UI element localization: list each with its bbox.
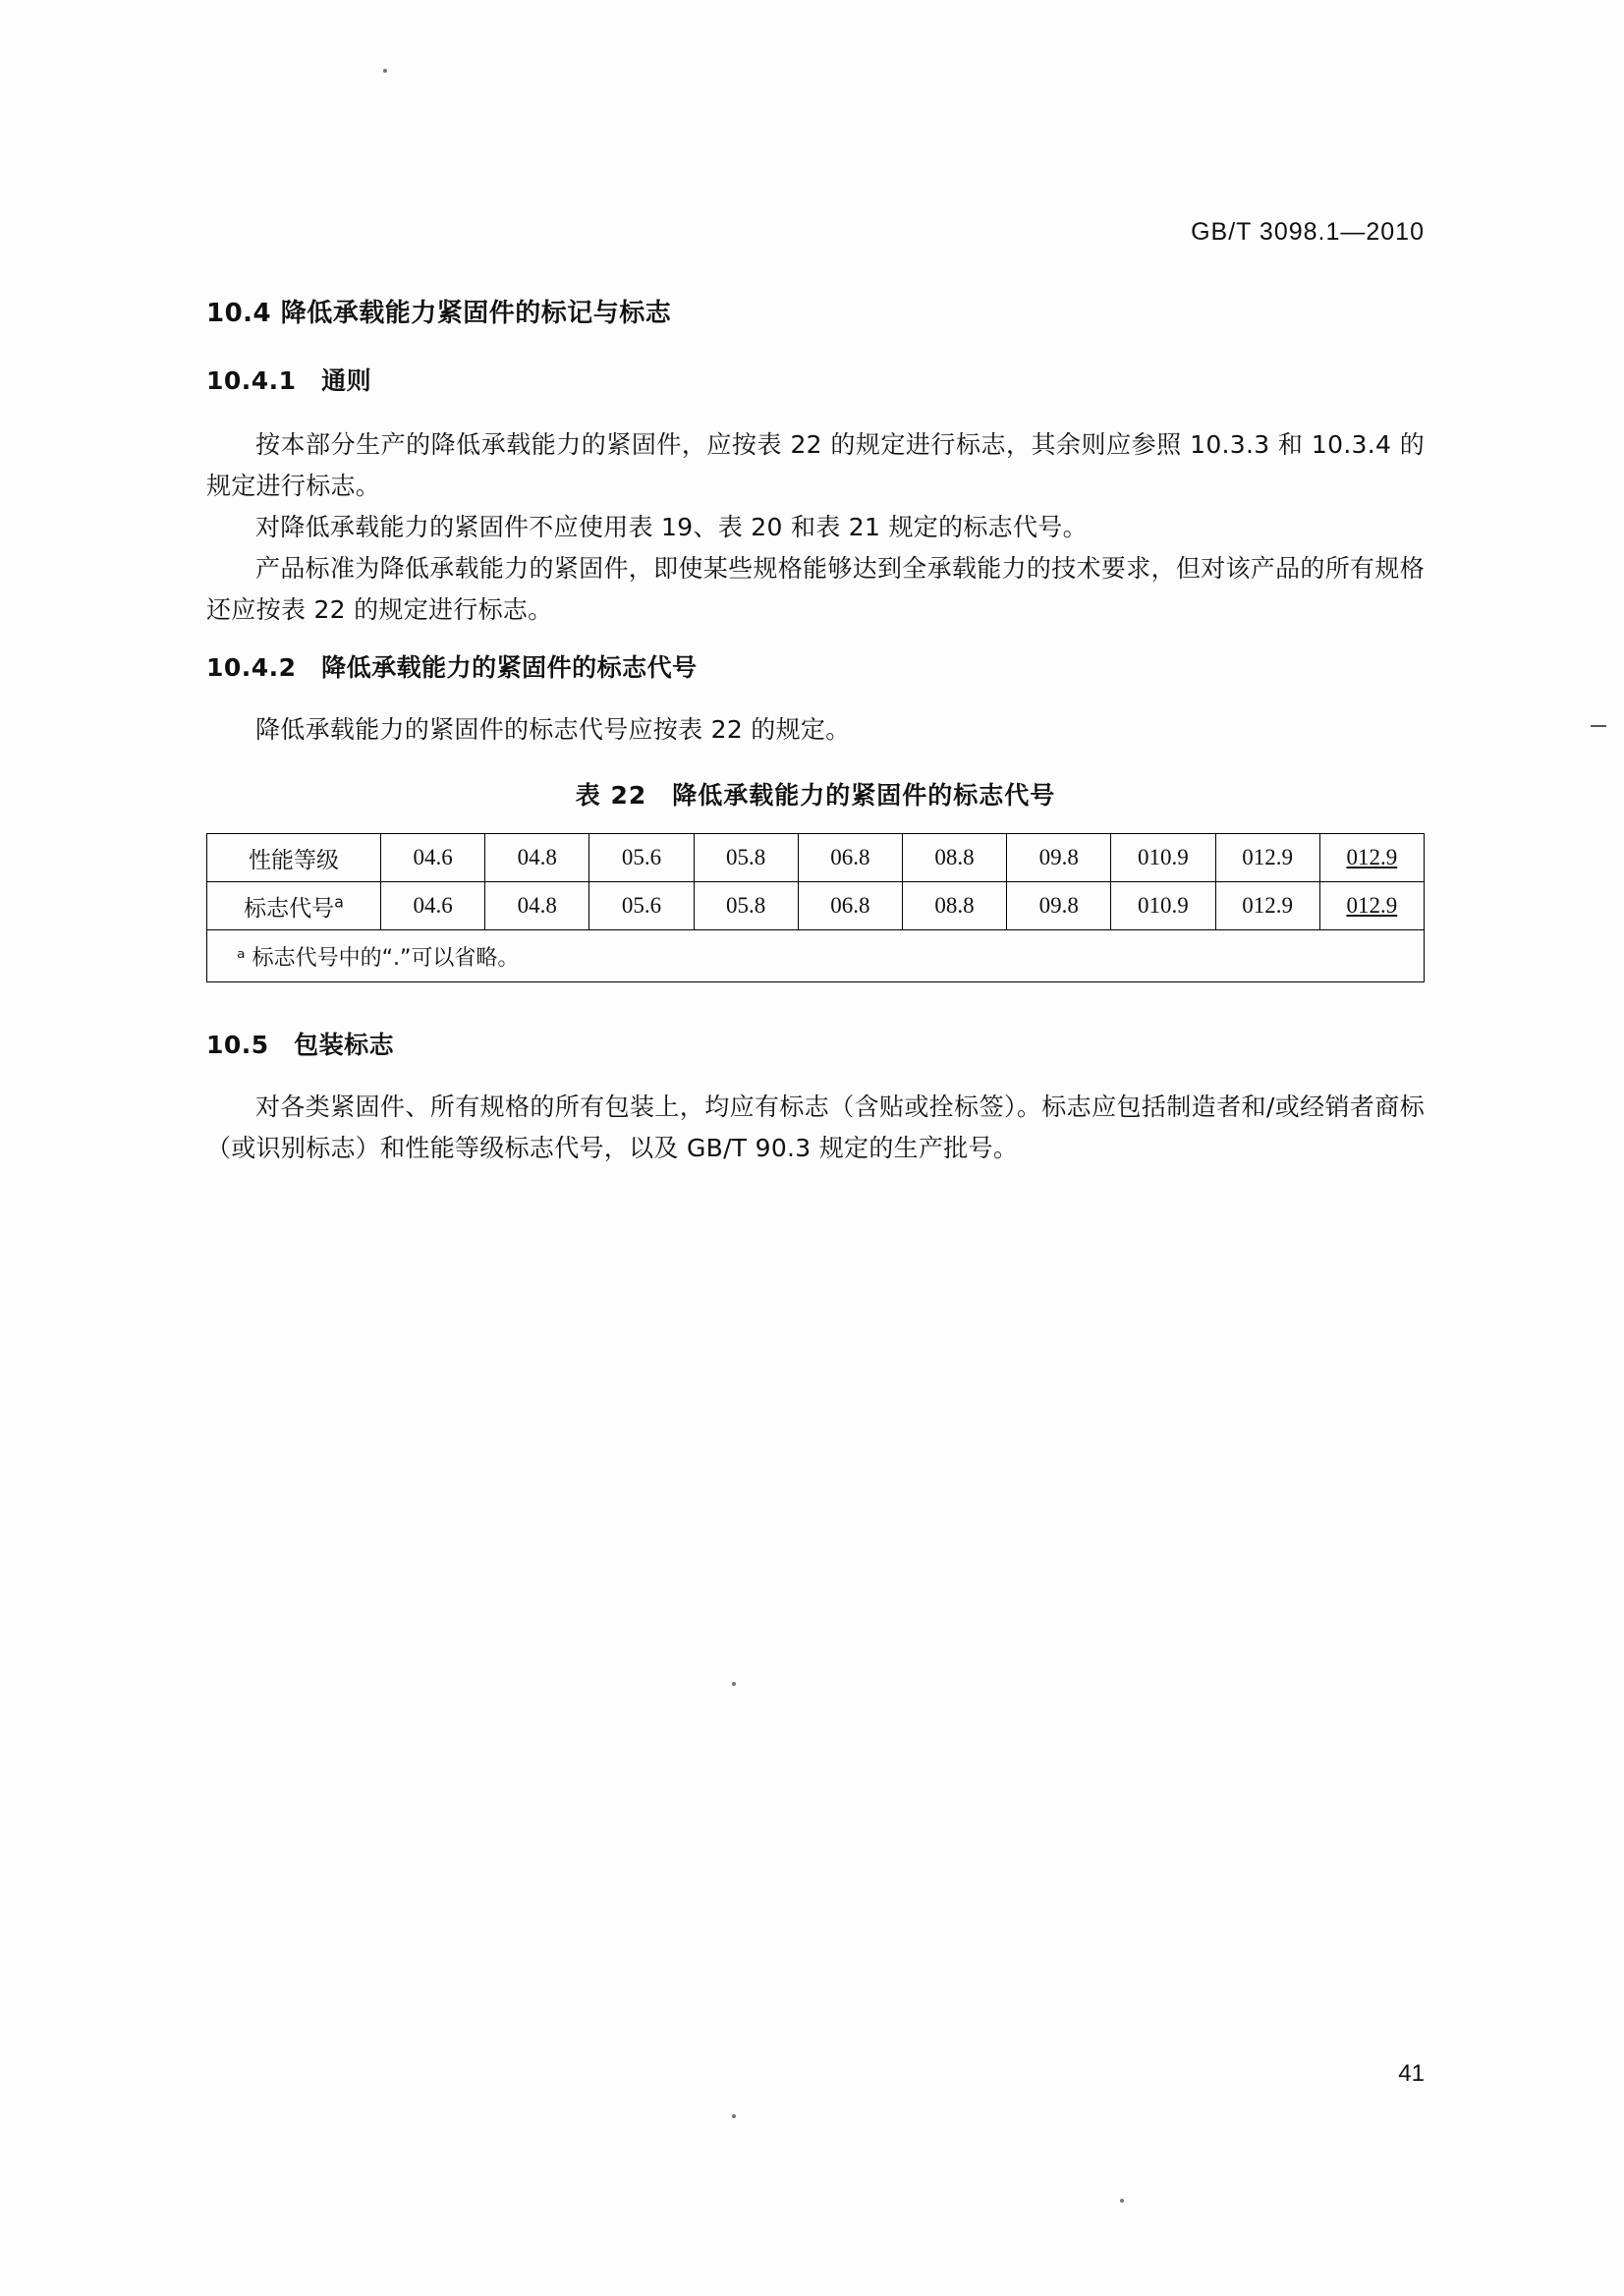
cell: 06.8 <box>798 882 902 930</box>
cell: 09.8 <box>1007 834 1111 882</box>
cell: 04.8 <box>485 882 589 930</box>
cell: 012.9 <box>1215 882 1319 930</box>
table-22-footnote: ᵃ 标志代号中的“.”可以省略。 <box>207 930 1425 982</box>
cell <box>1319 834 1424 882</box>
page-number: 41 <box>1398 2060 1425 2087</box>
cell: 05.8 <box>694 834 798 882</box>
registration-dot-bottom <box>1120 2199 1124 2203</box>
heading-10-4-1: 10.4.1 通则 <box>206 366 372 395</box>
paragraph-5: 对各类紧固件、所有规格的所有包装上，均应有标志（含贴或拴标签）。标志应包括制造者和/或经销者商标（或识别标志）和性能等级标志代号，以及 GB/T 90.3 规定的生产批号。 <box>206 1092 1425 1162</box>
standard-number-header: GB/T 3098.1—2010 <box>1191 218 1425 246</box>
section-10-5 <box>206 1026 394 1061</box>
cell-underlined-text: 012.9 <box>1346 845 1398 869</box>
margin-tick-right <box>1591 725 1606 727</box>
cell: 08.8 <box>902 834 1006 882</box>
paragraph-4: 降低承载能力的紧固件的标志代号应按表 22 的规定。 <box>255 715 851 744</box>
table-22 <box>206 833 1425 982</box>
paragraph-block-3 <box>206 1087 1425 1169</box>
table-footnote-row <box>207 930 1425 982</box>
cell: 04.6 <box>381 834 485 882</box>
paragraph-2: 对降低承载能力的紧固件不应使用表 19、表 20 和表 21 规定的标志代号。 <box>255 513 1088 541</box>
row-label-marking-code <box>207 882 381 930</box>
section-10-4-1 <box>206 362 371 397</box>
row-label-performance-grade: 性能等级 <box>207 834 381 882</box>
cell <box>1319 882 1424 930</box>
cell: 05.8 <box>694 882 798 930</box>
paragraph-block-2 <box>206 709 1425 751</box>
table-22-caption: 表 22 降低承载能力的紧固件的标志代号 <box>575 781 1056 810</box>
cell: 010.9 <box>1111 882 1215 930</box>
cell: 04.6 <box>381 882 485 930</box>
cell: 05.6 <box>589 834 694 882</box>
cell: 04.8 <box>485 834 589 882</box>
registration-dot-lower <box>732 2114 736 2118</box>
table-row <box>207 834 1425 882</box>
heading-10-5: 10.5 包装标志 <box>206 1031 395 1059</box>
heading-10-4-2: 10.4.2 降低承载能力的紧固件的标志代号 <box>206 653 698 682</box>
paragraph-block-1 <box>206 424 1425 631</box>
section-10-4-2 <box>206 648 698 684</box>
heading-10-4: 10.4 降低承载能力紧固件的标记与标志 <box>206 299 672 328</box>
table-22-block <box>206 833 1425 982</box>
cell-underlined-text: 012.9 <box>1346 893 1398 918</box>
paragraph-3: 产品标准为降低承载能力的紧固件，即使某些规格能够达到全承载能力的技术要求，但对该产品的所有规格还应按表 22 的规定进行标志。 <box>206 554 1425 624</box>
footnote-marker: a <box>334 891 344 911</box>
registration-dot-middle <box>732 1682 736 1686</box>
registration-dot-top <box>383 69 387 73</box>
section-10-4 <box>206 293 671 329</box>
table-row <box>207 882 1425 930</box>
paragraph-1: 按本部分生产的降低承载能力的紧固件，应按表 22 的规定进行标志，其余则应参照 10.3.3 和 10.3.4 的规定进行标志。 <box>206 430 1425 500</box>
row-label-text: 标志代号 <box>244 895 335 922</box>
cell: 08.8 <box>902 882 1006 930</box>
cell: 05.6 <box>589 882 694 930</box>
cell: 010.9 <box>1111 834 1215 882</box>
cell: 06.8 <box>798 834 902 882</box>
table-22-caption-block <box>206 776 1425 812</box>
cell: 012.9 <box>1215 834 1319 882</box>
cell: 09.8 <box>1007 882 1111 930</box>
